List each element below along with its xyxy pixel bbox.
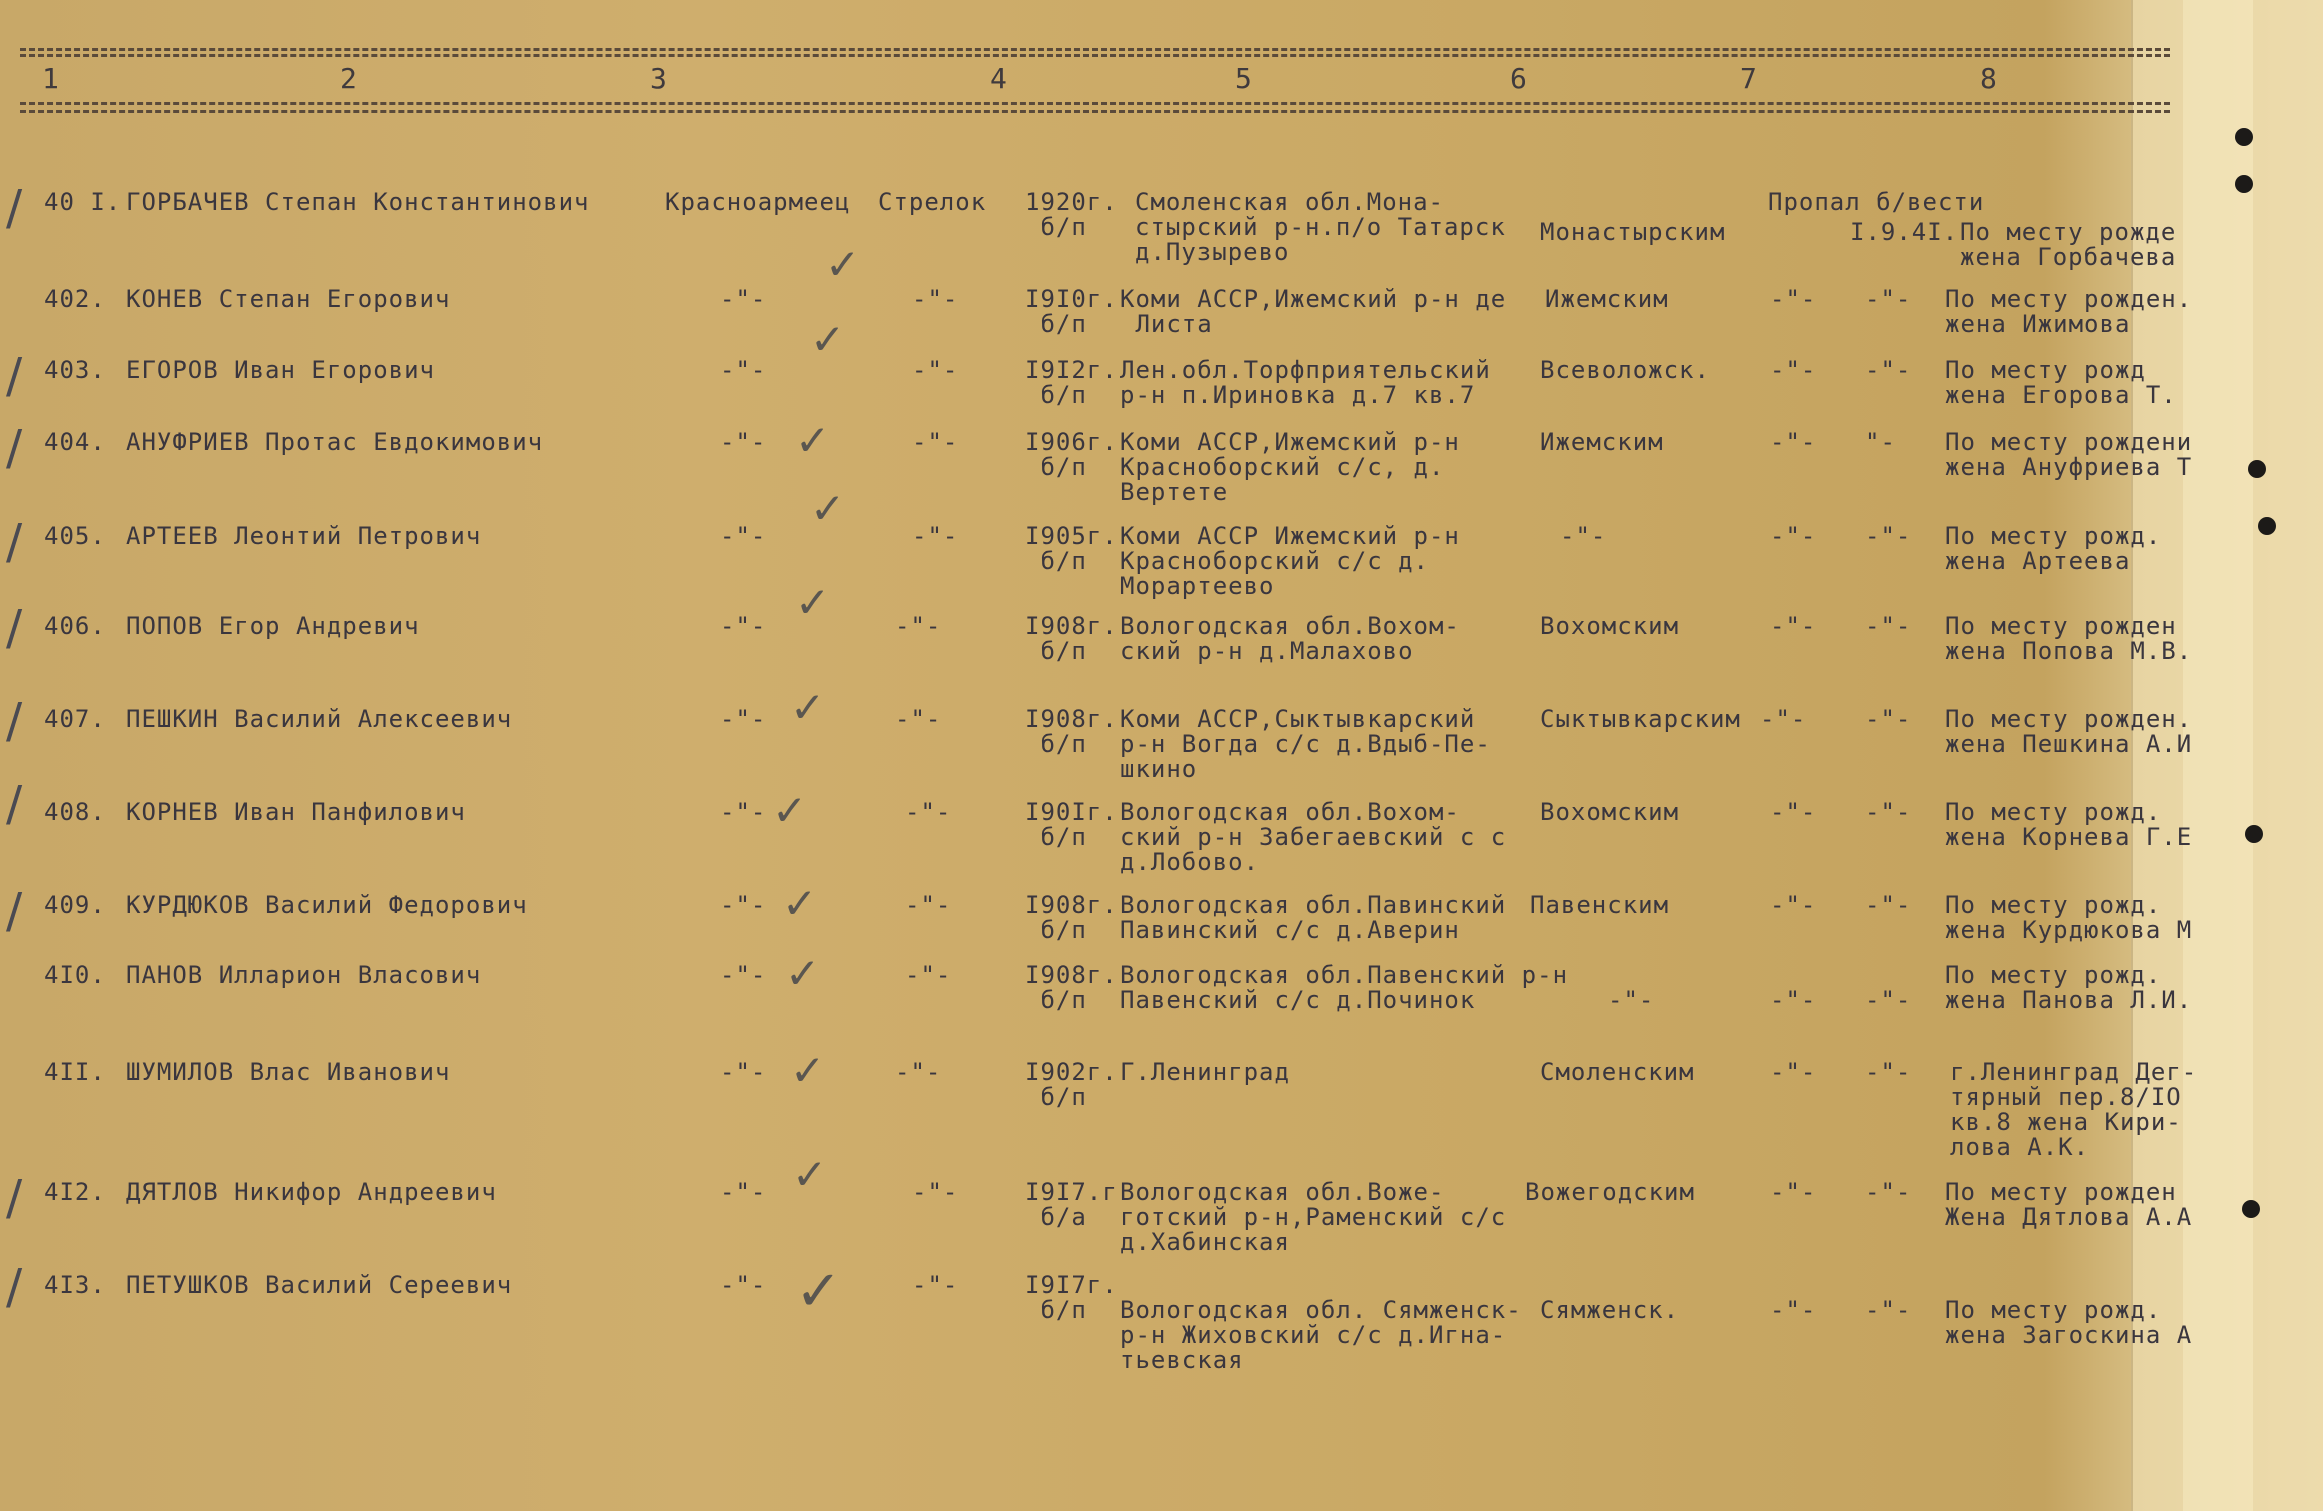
record-name: ПЕТУШКОВ Василий Сереевич (126, 1271, 513, 1299)
check-mark: ✓ (795, 416, 831, 465)
col-number: 5 (1235, 62, 1252, 95)
record-notify: По месту рожден жена Попова М.В. (1945, 612, 2193, 665)
record-rank: -"- (720, 428, 767, 456)
record-number: 403. (44, 356, 106, 384)
record-number: 407. (44, 705, 106, 733)
record-notify: По месту рожд. жена Корнева Г.Е (1945, 798, 2193, 851)
margin-tick: / (6, 693, 23, 749)
check-mark: ✓ (810, 484, 846, 533)
col-number: 2 (340, 62, 357, 95)
record-date: -"- (1865, 522, 1912, 550)
record-status: -"- (1770, 1058, 1817, 1086)
record-status: -"- (1770, 986, 1817, 1014)
record-specialty: -"- (912, 522, 959, 550)
record-notify: По месту рождени жена Ануфриева Т (1945, 428, 2193, 481)
record-name: ДЯТЛОВ Никифор Андреевич (126, 1178, 497, 1206)
record-rank: -"- (720, 798, 767, 826)
col-number: 6 (1510, 62, 1527, 95)
record-status: -"- (1770, 356, 1817, 384)
record-status: -"- (1770, 891, 1817, 919)
record-date: -"- (1865, 986, 1912, 1014)
record-date: I.9.4I. (1850, 218, 1959, 246)
record-name: АНУФРИЕВ Протас Евдокимович (126, 428, 544, 456)
record-name: ПОПОВ Егор Андревич (126, 612, 420, 640)
record-birth-year: I9I7г. б/п (1025, 1271, 1118, 1324)
record-status: -"- (1770, 428, 1817, 456)
check-mark: ✓ (785, 949, 821, 998)
record-enlistment-office: Ижемским (1545, 285, 1669, 313)
record-enlistment-office: Всеволожск. (1540, 356, 1710, 384)
record-date: -"- (1865, 1296, 1912, 1324)
check-mark: ✓ (772, 786, 808, 835)
record-status: -"- (1770, 1296, 1817, 1324)
record-number: 404. (44, 428, 106, 456)
record-enlistment-office: Сыктывкарским (1540, 705, 1741, 733)
record-address: Лен.обл.Торфприятельский р-н п.Ириновка д.7 кв.7 (1120, 356, 1491, 409)
punch-hole (2245, 825, 2263, 843)
record-notify: По месту рожд. жена Артеева (1945, 522, 2162, 575)
record-rank: -"- (720, 961, 767, 989)
record-name: АРТЕЕВ Леонтий Петрович (126, 522, 482, 550)
record-address: Коми АССР,Сыктывкарский р-н Вогда с/с д.Вдыб-Пе- шкино (1120, 705, 1491, 783)
punch-hole (2258, 517, 2276, 535)
record-rank: -"- (720, 1178, 767, 1206)
check-mark: ✓ (790, 683, 826, 732)
record-number: 4II. (44, 1058, 106, 1086)
record-number: 409. (44, 891, 106, 919)
margin-tick: / (6, 348, 23, 404)
col-number: 8 (1980, 62, 1997, 95)
record-notify: По месту рожден. жена Ижимова (1945, 285, 2193, 338)
record-address: Г.Ленинград (1120, 1058, 1290, 1086)
record-name: ШУМИЛОВ Влас Иванович (126, 1058, 451, 1086)
record-number: 40 I. (44, 188, 122, 216)
record-date: -"- (1865, 612, 1912, 640)
margin-tick: / (6, 180, 23, 236)
record-enlistment-office: Вохомским (1540, 612, 1680, 640)
col-number: 7 (1740, 62, 1757, 95)
header-rule-bottom2 (20, 110, 2170, 113)
record-rank: -"- (720, 705, 767, 733)
record-address: Коми АССР,Ижемский р-н де Листа (1120, 285, 1507, 338)
record-birth-year: I905г. б/п (1025, 522, 1118, 575)
column-header (20, 40, 2170, 122)
tape-highlight (2183, 0, 2253, 1511)
record-date: -"- (1865, 705, 1912, 733)
record-name: КУРДЮКОВ Василий Федорович (126, 891, 528, 919)
record-number: 405. (44, 522, 106, 550)
header-rule-top (20, 48, 2170, 51)
margin-tick: / (6, 600, 23, 656)
record-notify: По месту рожден. жена Пешкина А.И (1945, 705, 2193, 758)
punch-hole (2242, 1200, 2260, 1218)
margin-tick: / (6, 1170, 23, 1226)
record-address: Смоленская обл.Мона- стырский р-н.п/о Татарск д.Пузырево (1135, 188, 1506, 266)
record-name: ГОРБАЧЕВ Степан Константинович (126, 188, 590, 216)
check-mark: ✓ (782, 879, 818, 928)
record-number: 406. (44, 612, 106, 640)
record-rank: -"- (720, 612, 767, 640)
record-status: -"- (1760, 705, 1807, 733)
record-name: ПАНОВ Илларион Власович (126, 961, 482, 989)
record-rank: -"- (720, 891, 767, 919)
record-number: 402. (44, 285, 106, 313)
record-birth-year: I908г. б/п (1025, 612, 1118, 665)
record-enlistment-office: Смоленским (1540, 1058, 1695, 1086)
record-specialty: -"- (895, 705, 942, 733)
margin-tick: / (6, 420, 23, 476)
record-specialty: -"- (912, 285, 959, 313)
record-specialty: -"- (912, 356, 959, 384)
record-rank: -"- (720, 285, 767, 313)
record-address: Вологодская обл.Павенский р-н Павенский с/с д.Починок (1120, 961, 1569, 1014)
record-enlistment-office: Ижемским (1540, 428, 1664, 456)
record-status: -"- (1770, 285, 1817, 313)
record-number: 4I0. (44, 961, 106, 989)
record-address: Вологодская обл. Сямженск- р-н Жиховский с/с д.Игна- тьевская (1120, 1296, 1522, 1374)
check-mark: ✓ (792, 1150, 828, 1199)
check-mark: ✓ (825, 240, 861, 289)
margin-tick: / (6, 883, 23, 939)
record-specialty: -"- (895, 1058, 942, 1086)
margin-tick: / (6, 514, 23, 570)
record-specialty: -"- (912, 428, 959, 456)
record-status: -"- (1770, 1178, 1817, 1206)
record-birth-year: I908г. б/п (1025, 891, 1118, 944)
record-notify: г.Ленинград Дег- тярный пер.8/IО кв.8 жена Кири- лова А.К. (1950, 1058, 2198, 1161)
record-name: КОНЕВ Степан Егорович (126, 285, 451, 313)
record-birth-year: I906г. б/п (1025, 428, 1118, 481)
record-enlistment-office: Вохомским (1540, 798, 1680, 826)
record-address: Вологодская обл.Воже- готский р-н,Раменский с/с д.Хабинская (1120, 1178, 1507, 1256)
record-name: ЕГОРОВ Иван Егорович (126, 356, 435, 384)
record-birth-year: I908г. б/п (1025, 961, 1118, 1014)
record-birth-year: I9I2г. б/п (1025, 356, 1118, 409)
record-date: -"- (1865, 1058, 1912, 1086)
check-mark: ✓ (790, 1046, 826, 1095)
record-address: Коми АССР Ижемский р-н Красноборский с/с д. Морартеево (1120, 522, 1460, 600)
record-address: Вологодская обл.Вохом- ский р-н д.Малахово (1120, 612, 1460, 665)
record-date: -"- (1865, 285, 1912, 313)
record-rank: -"- (720, 522, 767, 550)
record-notify: По месту рожден Жена Дятлова А.А (1945, 1178, 2193, 1231)
record-enlistment-office: Сямженск. (1540, 1296, 1680, 1324)
record-birth-year: I9I7.г б/а (1025, 1178, 1118, 1231)
record-enlistment-office: Вожегодским (1525, 1178, 1695, 1206)
record-date: "- (1865, 428, 1896, 456)
check-mark: ✓ (795, 1259, 842, 1324)
record-birth-year: 1920г. б/п (1025, 188, 1118, 241)
record-status: Пропал б/вести (1768, 188, 1985, 216)
record-number: 4I2. (44, 1178, 106, 1206)
record-rank: Красноармеец (665, 188, 851, 216)
record-rank: -"- (720, 1271, 767, 1299)
punch-hole (2248, 460, 2266, 478)
record-notify: По месту рожд жена Егорова Т. (1945, 356, 2177, 409)
record-specialty: -"- (895, 612, 942, 640)
record-name: ПЕШКИН Василий Алексеевич (126, 705, 513, 733)
record-name: КОРНЕВ Иван Панфилович (126, 798, 466, 826)
record-number: 4I3. (44, 1271, 106, 1299)
header-rule-bottom (20, 102, 2170, 105)
record-notify: По месту рожде жена Горбачева (1960, 218, 2177, 271)
record-address: Вологодская обл.Вохом- ский р-н Забегаевский с с д.Лобово. (1120, 798, 1507, 876)
record-enlistment-office: Монастырским (1540, 218, 1726, 246)
record-specialty: -"- (905, 891, 952, 919)
record-date: -"- (1865, 1178, 1912, 1206)
record-specialty: -"- (905, 798, 952, 826)
record-notify: По месту рожд. жена Курдюкова М (1945, 891, 2193, 944)
punch-hole (2235, 175, 2253, 193)
check-mark: ✓ (795, 578, 831, 627)
record-enlistment-office: -"- (1608, 986, 1655, 1014)
record-status: -"- (1770, 612, 1817, 640)
record-birth-year: I9I0г. б/п (1025, 285, 1118, 338)
record-rank: -"- (720, 356, 767, 384)
record-birth-year: I908г. б/п (1025, 705, 1118, 758)
record-enlistment-office: Павенским (1530, 891, 1670, 919)
margin-tick: / (6, 776, 23, 832)
record-address: Коми АССР,Ижемский р-н Красноборский с/с, д. Вертете (1120, 428, 1460, 506)
col-number: 1 (42, 62, 59, 95)
record-status: -"- (1770, 798, 1817, 826)
record-specialty: -"- (912, 1178, 959, 1206)
record-enlistment-office: -"- (1560, 522, 1607, 550)
record-number: 408. (44, 798, 106, 826)
record-date: -"- (1865, 798, 1912, 826)
record-birth-year: I902г. б/п (1025, 1058, 1118, 1111)
record-notify: По месту рожд. жена Панова Л.И. (1945, 961, 2193, 1014)
record-address: Вологодская обл.Павинский Павинский с/с д.Аверин (1120, 891, 1507, 944)
record-status: -"- (1770, 522, 1817, 550)
record-date: -"- (1865, 891, 1912, 919)
check-mark: ✓ (810, 315, 846, 364)
record-birth-year: I90Iг. б/п (1025, 798, 1118, 851)
record-specialty: -"- (905, 961, 952, 989)
record-specialty: Стрелок (878, 188, 987, 216)
margin-tick: / (6, 1259, 23, 1315)
record-date: -"- (1865, 356, 1912, 384)
record-notify: По месту рожд. жена Загоскина А (1945, 1296, 2193, 1349)
col-number: 3 (650, 62, 667, 95)
punch-hole (2235, 128, 2253, 146)
header-rule-top2 (20, 54, 2170, 57)
col-number: 4 (990, 62, 1007, 95)
record-rank: -"- (720, 1058, 767, 1086)
record-specialty: -"- (912, 1271, 959, 1299)
